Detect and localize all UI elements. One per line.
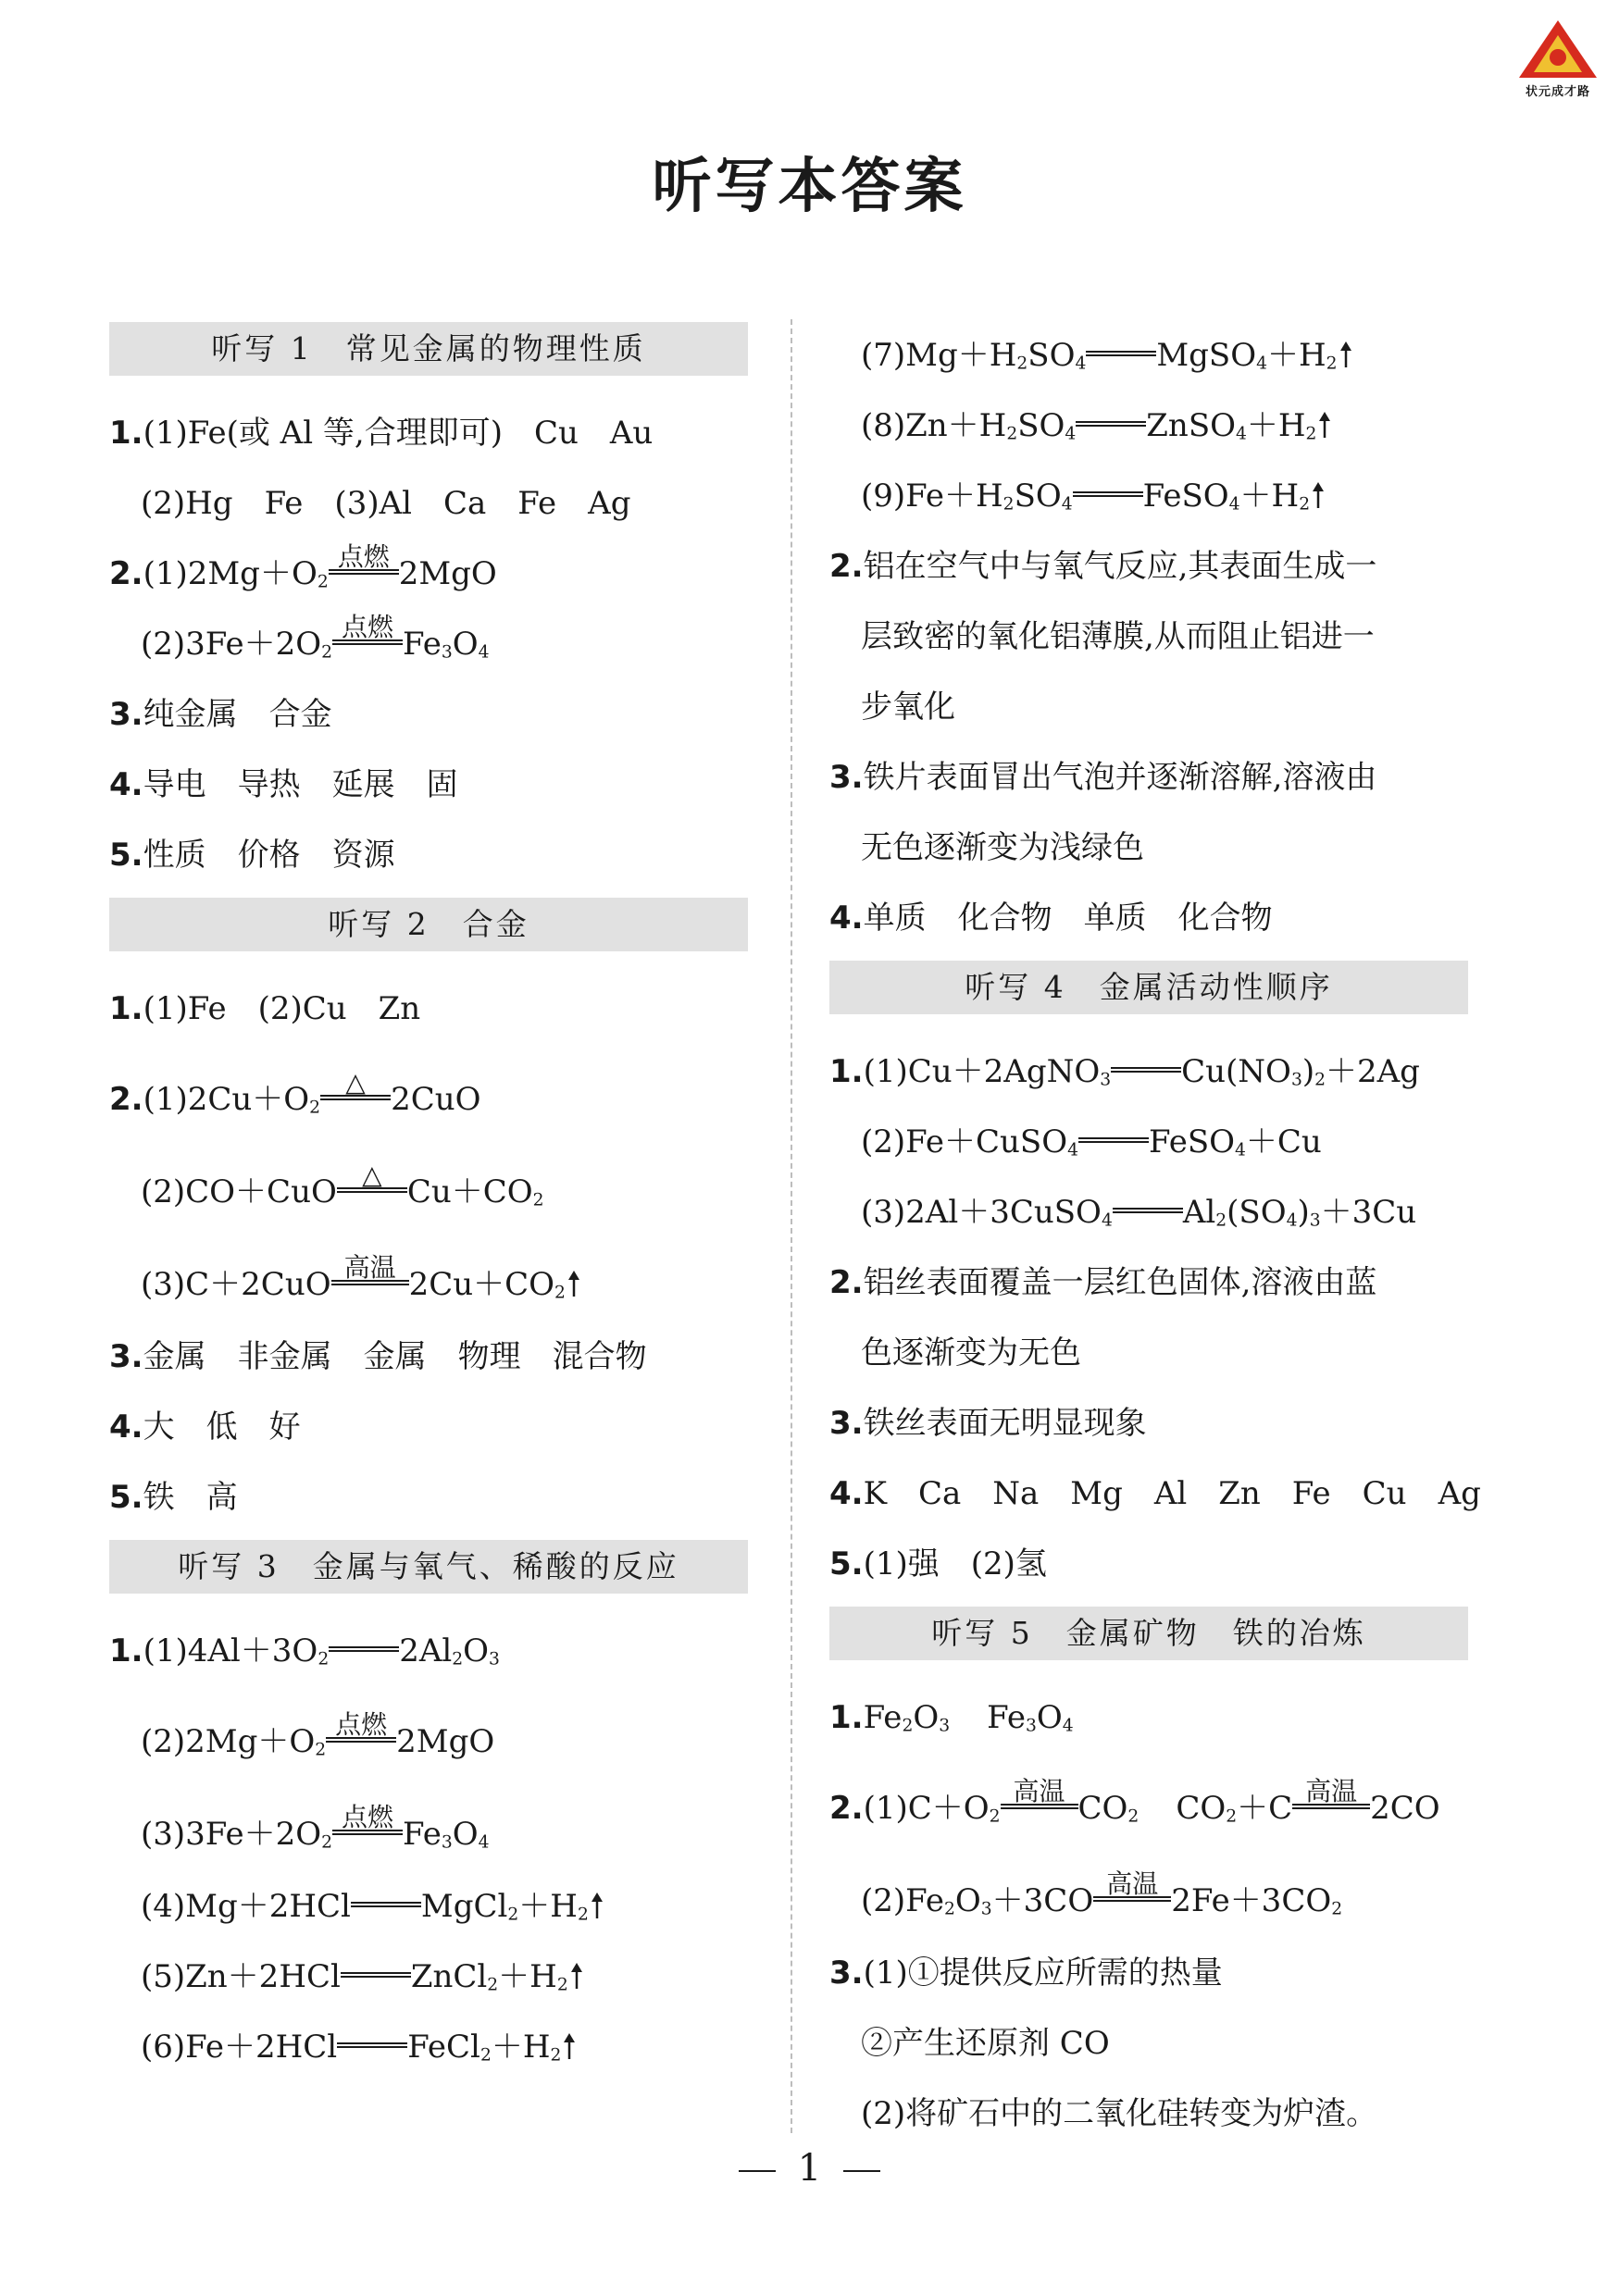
item-number: 2. bbox=[829, 548, 864, 585]
subscript: 2 bbox=[1016, 354, 1028, 374]
equation-line: (3)2Al＋3CuSO$_4$ $Al_2(SO_4)_3+3Cu$ bbox=[829, 1177, 1468, 1247]
equation-products: 2CO bbox=[1370, 1790, 1440, 1827]
item-number: 4. bbox=[109, 766, 143, 803]
reaction-condition: 高温 bbox=[343, 1251, 396, 1283]
answer-line bbox=[109, 1392, 748, 1462]
reaction-condition: 点燃 bbox=[337, 540, 390, 572]
subscript: 2 bbox=[944, 1899, 955, 1919]
answer-text: (1)Fe(或 Al 等,合理即可) Cu Au bbox=[143, 415, 654, 452]
equation-products: 2MgO bbox=[396, 1723, 495, 1760]
item-number: 1. bbox=[829, 1699, 864, 1736]
subscript: 2 bbox=[318, 1649, 330, 1669]
answer-text: 性质 价格 资源 bbox=[143, 837, 395, 874]
item-number: 1. bbox=[109, 990, 143, 1027]
answer-text: 步氧化 bbox=[861, 689, 955, 726]
equals-sign bbox=[1078, 1121, 1149, 1152]
subscript: 3 bbox=[1025, 1716, 1037, 1736]
equation-products: MgSO bbox=[1156, 337, 1257, 374]
answer-line bbox=[109, 750, 748, 820]
item-number: 4. bbox=[829, 1475, 864, 1512]
item-number: 3. bbox=[109, 696, 143, 733]
equals-sign bbox=[326, 1708, 396, 1752]
formula: O bbox=[1036, 1699, 1063, 1736]
item-number: 2. bbox=[109, 555, 143, 592]
subscript: 2 bbox=[902, 1716, 914, 1736]
item-number: 3. bbox=[109, 1338, 143, 1375]
equals-sign bbox=[320, 1066, 391, 1110]
subscript: 2 bbox=[507, 1905, 519, 1925]
publisher-logo bbox=[1513, 17, 1602, 99]
equation-reactants: (6)Fe＋2HCl bbox=[141, 2029, 338, 2066]
equation-reactants: (1)2Cu＋O bbox=[143, 1081, 310, 1118]
subscript: 2 bbox=[1299, 494, 1311, 515]
equation-reactants: (2)2Mg＋O bbox=[141, 1723, 316, 1760]
equation-line bbox=[829, 1107, 1468, 1177]
answer-text: 铝丝表面覆盖一层红色固体,溶液由蓝 bbox=[863, 1264, 1377, 1301]
answer-line bbox=[109, 974, 748, 1044]
subscript: 3 bbox=[980, 1899, 992, 1919]
equation-products: ＋2Ag bbox=[1325, 1053, 1420, 1090]
equation-line bbox=[109, 1686, 748, 1779]
subscript: 3 bbox=[939, 1716, 951, 1736]
answer-line bbox=[109, 468, 748, 539]
subscript: 2 bbox=[1326, 354, 1338, 374]
equation-reactants: (3)3Fe＋2O bbox=[141, 1816, 322, 1853]
subscript: 2 bbox=[989, 1806, 1001, 1827]
equation-reactants: (3)2Al＋3CuSO bbox=[861, 1194, 1102, 1231]
equation-reactants: ＋C bbox=[1237, 1790, 1293, 1827]
equation-products: 2Fe＋3CO bbox=[1171, 1882, 1332, 1919]
subscript: 2 bbox=[321, 1832, 333, 1853]
equation-products: ZnSO bbox=[1146, 407, 1236, 444]
equals-sign bbox=[1093, 1868, 1171, 1911]
subscript: 4 bbox=[1075, 354, 1087, 374]
subscript: 2 bbox=[1003, 494, 1015, 515]
equation-line bbox=[109, 2012, 748, 2082]
item-number: 4. bbox=[109, 1409, 143, 1446]
answer-text: (2)Hg Fe (3)Al Ca Fe Ag bbox=[141, 485, 631, 522]
gas-arrow-icon bbox=[1339, 341, 1352, 367]
equation-reactants: (2)Fe bbox=[861, 1882, 945, 1919]
item-number: 2. bbox=[829, 1790, 864, 1827]
subscript: 2 bbox=[1226, 1806, 1238, 1827]
equation-line bbox=[109, 1044, 748, 1136]
right-column bbox=[829, 320, 1481, 2149]
equation-products: ＋H bbox=[1239, 478, 1300, 515]
answer-text: 铁 高 bbox=[143, 1479, 238, 1516]
equals-sign bbox=[1292, 1775, 1370, 1818]
answer-text: 大 低 好 bbox=[143, 1409, 301, 1446]
answer-text: 纯金属 合金 bbox=[143, 696, 332, 733]
equation-products: 2Al bbox=[399, 1632, 453, 1669]
subscript: 4 bbox=[1101, 1210, 1113, 1231]
equation-line bbox=[109, 1942, 748, 2012]
answer-text: 铁丝表面无明显现象 bbox=[863, 1405, 1147, 1442]
answer-line bbox=[829, 1529, 1468, 1599]
gas-arrow-icon bbox=[1312, 482, 1325, 508]
equation-line bbox=[109, 1871, 748, 1942]
equation-line bbox=[109, 1136, 748, 1229]
logo-text: 状元成才路 bbox=[1525, 85, 1590, 99]
equals-sign bbox=[1001, 1775, 1078, 1818]
equation-reactants: (3)C＋2CuO bbox=[141, 1266, 331, 1303]
answer-text: 铁片表面冒出气泡并逐渐溶解,溶液由 bbox=[863, 759, 1377, 796]
subscript: 2 bbox=[479, 2045, 492, 2066]
answer-line bbox=[829, 813, 1468, 883]
equation-reactants: (9)Fe＋H bbox=[861, 478, 1003, 515]
equation-products: CO bbox=[1077, 1790, 1128, 1827]
subscript: 2 bbox=[321, 642, 333, 663]
equals-sign bbox=[1073, 475, 1143, 506]
equation-reactants: O bbox=[954, 1882, 981, 1919]
formula: O bbox=[913, 1699, 940, 1736]
equation-line bbox=[109, 1229, 748, 1322]
equation-reactants: (7)Mg＋H bbox=[861, 337, 1017, 374]
equation-products: ＋H bbox=[1266, 337, 1326, 374]
subscript: 4 bbox=[1067, 1140, 1078, 1160]
answer-line bbox=[829, 2008, 1468, 2079]
page-number-value: 1 bbox=[797, 2147, 822, 2190]
reaction-condition: 点燃 bbox=[335, 1708, 388, 1740]
subscript: 2 bbox=[554, 1283, 566, 1303]
subscript: 4 bbox=[1286, 1210, 1298, 1231]
item-number: 2. bbox=[109, 1081, 143, 1118]
equation-reactants: SO bbox=[1027, 337, 1076, 374]
item-number: 1. bbox=[109, 415, 143, 452]
equation-products: MgCl bbox=[420, 1888, 508, 1925]
answer-text: (1)①提供反应所需的热量 bbox=[863, 1955, 1223, 1992]
gas-arrow-icon bbox=[570, 1963, 583, 1989]
equals-sign bbox=[329, 1630, 399, 1661]
answer-line bbox=[829, 1247, 1468, 1318]
equation-reactants: SO bbox=[1014, 478, 1062, 515]
equals-sign bbox=[1113, 1191, 1183, 1222]
equals-sign bbox=[329, 540, 399, 584]
equation-products: ZnCl bbox=[410, 1958, 488, 1995]
left-column bbox=[109, 315, 748, 2082]
equals-sign bbox=[1111, 1050, 1181, 1082]
equation-line bbox=[829, 1753, 1468, 1845]
equation-reactants: (1)Cu＋2AgNO bbox=[863, 1053, 1101, 1090]
crown-triangle-icon bbox=[1513, 17, 1602, 81]
subscript: 4 bbox=[1061, 494, 1073, 515]
equals-sign bbox=[1086, 334, 1156, 366]
item-number: 5. bbox=[109, 1479, 143, 1516]
equation-line bbox=[829, 1845, 1468, 1938]
section-header-4: 听写 4 金属活动性顺序 bbox=[829, 961, 1468, 1014]
equals-sign bbox=[337, 1159, 407, 1202]
item-number: 3. bbox=[829, 759, 864, 796]
section-header-2: 听写 2 合金 bbox=[109, 898, 748, 951]
answer-line bbox=[109, 1322, 748, 1392]
answer-text: 无色逐渐变为浅绿色 bbox=[861, 829, 1144, 866]
answer-line bbox=[829, 672, 1468, 742]
equation-reactants: (2)3Fe＋2O bbox=[141, 626, 322, 663]
item-number: 2. bbox=[829, 1264, 864, 1301]
equation-products: (SO bbox=[1227, 1194, 1287, 1231]
equation-reactants: (5)Zn＋2HCl bbox=[141, 1958, 341, 1995]
equation-reactants: (8)Zn＋H bbox=[861, 407, 1007, 444]
answer-text: 色逐渐变为无色 bbox=[861, 1334, 1081, 1371]
subscript: 4 bbox=[1235, 424, 1247, 444]
subscript: 3 bbox=[1100, 1070, 1112, 1090]
equation-reactants: ＋3CO bbox=[991, 1882, 1094, 1919]
answer-text: ②产生还原剂 CO bbox=[861, 2025, 1110, 2062]
equation-products: ＋H bbox=[1246, 407, 1306, 444]
equation-reactants: (2)Fe＋CuSO bbox=[861, 1123, 1068, 1160]
equation-reactants: SO bbox=[1017, 407, 1065, 444]
item-number: 3. bbox=[829, 1405, 864, 1442]
subscript: 4 bbox=[1062, 1716, 1074, 1736]
subscript: 3 bbox=[1290, 1070, 1302, 1090]
equals-sign bbox=[332, 611, 403, 654]
answer-text: 铝在空气中与氧气反应,其表面生成一 bbox=[863, 548, 1377, 585]
gas-arrow-icon bbox=[591, 1893, 604, 1918]
subscript: 4 bbox=[1235, 1140, 1246, 1160]
page-title: 听写本答案 bbox=[652, 153, 967, 221]
reaction-condition: △ bbox=[345, 1066, 366, 1098]
reaction-condition: 高温 bbox=[1013, 1775, 1065, 1806]
answer-text: 导电 导热 延展 固 bbox=[143, 766, 458, 803]
subscript: 4 bbox=[1256, 354, 1267, 374]
answer-text: 单质 化合物 单质 化合物 bbox=[863, 900, 1273, 937]
equation-products: FeSO bbox=[1142, 478, 1229, 515]
equation-products: FeSO bbox=[1148, 1123, 1236, 1160]
equals-sign bbox=[351, 1885, 421, 1917]
reaction-condition: 高温 bbox=[1106, 1868, 1159, 1899]
answer-line bbox=[829, 1938, 1468, 2008]
subscript: 2 bbox=[317, 572, 329, 592]
equation-line bbox=[829, 391, 1468, 461]
equation-products: 2CuO bbox=[391, 1081, 481, 1118]
subscript: 2 bbox=[452, 1649, 464, 1669]
equation-reactants: (2)CO＋CuO bbox=[141, 1173, 337, 1210]
answer-text: 层致密的氧化铝薄膜,从而阻止铝进一 bbox=[861, 618, 1375, 655]
subscript: 2 bbox=[1006, 424, 1018, 444]
subscript: 2 bbox=[1331, 1899, 1343, 1919]
item-number: 3. bbox=[829, 1955, 864, 1992]
item-number: 5. bbox=[829, 1545, 864, 1582]
subscript: 2 bbox=[550, 2045, 562, 2066]
equation-line: 1.(1)Cu＋2AgNO$_3$ $Cu(NO_3)_2+2Ag$ bbox=[829, 1036, 1468, 1107]
gas-arrow-icon bbox=[563, 2033, 576, 2059]
gas-arrow-icon bbox=[1318, 412, 1331, 438]
equation-products: FeCl bbox=[407, 2029, 480, 2066]
answer-line bbox=[829, 1682, 1468, 1753]
subscript: 2 bbox=[1127, 1806, 1140, 1827]
answer-line bbox=[109, 820, 748, 890]
subscript: 2 bbox=[487, 1975, 499, 1995]
answer-line bbox=[109, 398, 748, 468]
equation-reactants: (1)2Mg＋O bbox=[143, 555, 318, 592]
answer-line bbox=[109, 679, 748, 750]
answer-line bbox=[829, 602, 1468, 672]
equation-products: Cu＋CO bbox=[406, 1173, 533, 1210]
equals-sign bbox=[1076, 404, 1146, 436]
subscript: 4 bbox=[478, 642, 490, 663]
equation-reactants: (1)C＋O bbox=[863, 1790, 990, 1827]
answer-line bbox=[829, 1388, 1468, 1458]
equation-products: Fe bbox=[403, 626, 442, 663]
equation-products: 2MgO bbox=[398, 555, 497, 592]
equals-sign bbox=[341, 1955, 411, 1987]
subscript: 2 bbox=[532, 1190, 544, 1210]
answer-line bbox=[829, 1458, 1481, 1529]
answer-text: 金属 非金属 金属 物理 混合物 bbox=[143, 1338, 647, 1375]
reaction-condition: 点燃 bbox=[342, 611, 394, 642]
subscript: 2 bbox=[309, 1098, 321, 1118]
subscript: 2 bbox=[556, 1975, 568, 1995]
item-number: 1. bbox=[109, 1632, 143, 1669]
equation-reactants: (1)4Al＋3O bbox=[143, 1632, 318, 1669]
equation-reactants: CO bbox=[1176, 1790, 1227, 1827]
answer-text: (1)强 (2)氢 bbox=[863, 1545, 1047, 1582]
subscript: 2 bbox=[1215, 1210, 1227, 1231]
answer-line bbox=[829, 2079, 1468, 2149]
section-header-3: 听写 3 金属与氧气、稀酸的反应 bbox=[109, 1540, 748, 1594]
answer-line bbox=[109, 1462, 748, 1533]
subscript: 3 bbox=[489, 1649, 500, 1669]
formula: Fe bbox=[863, 1699, 903, 1736]
subscript: 2 bbox=[577, 1905, 589, 1925]
subscript: 3 bbox=[441, 642, 453, 663]
equation-products: O bbox=[452, 626, 479, 663]
equation-line bbox=[109, 609, 748, 679]
equation-line bbox=[829, 320, 1468, 391]
equation-line bbox=[829, 461, 1468, 531]
equation-products: Al bbox=[1182, 1194, 1216, 1231]
page-number bbox=[0, 2147, 1619, 2190]
equals-sign bbox=[332, 1801, 403, 1844]
subscript: 4 bbox=[1065, 424, 1077, 444]
equation-products: ＋H bbox=[518, 1888, 578, 1925]
subscript: 4 bbox=[478, 1832, 490, 1853]
equation-line: $1.(1)4Al+3O_2$ $2Al_2O_3$ bbox=[109, 1616, 748, 1686]
reaction-condition: △ bbox=[362, 1159, 382, 1190]
answer-text: (1)Fe (2)Cu Zn bbox=[143, 990, 421, 1027]
formula: Fe bbox=[987, 1699, 1026, 1736]
answer-line bbox=[829, 1318, 1468, 1388]
subscript: 4 bbox=[1228, 494, 1240, 515]
item-number: 4. bbox=[829, 900, 864, 937]
section-header-5: 听写 5 金属矿物 铁的冶炼 bbox=[829, 1607, 1468, 1660]
equation-products: ＋Cu bbox=[1245, 1123, 1322, 1160]
column-divider bbox=[791, 319, 792, 2133]
equals-sign bbox=[331, 1251, 409, 1295]
subscript: 2 bbox=[315, 1740, 327, 1760]
page-dash-left bbox=[739, 2170, 776, 2172]
page-dash-right bbox=[843, 2170, 880, 2172]
equation-products: Cu(NO bbox=[1181, 1053, 1291, 1090]
subscript: 2 bbox=[1305, 424, 1317, 444]
answer-line bbox=[829, 531, 1468, 602]
gas-arrow-icon bbox=[567, 1271, 580, 1297]
section-header-1: 听写 1 常见金属的物理性质 bbox=[109, 322, 748, 376]
equation-reactants: (4)Mg＋2HCl bbox=[141, 1888, 351, 1925]
equation-products: Fe bbox=[403, 1816, 442, 1853]
answer-line bbox=[829, 883, 1468, 953]
subscript: 2 bbox=[1314, 1070, 1326, 1090]
equation-products: ＋3Cu bbox=[1320, 1194, 1417, 1231]
equation-line bbox=[109, 539, 748, 609]
equation-line: $(3)3Fe+2O_2$ 点燃 $Fe_3O_4$ bbox=[141, 1801, 490, 1853]
subscript: 3 bbox=[1309, 1210, 1321, 1231]
reaction-condition: 点燃 bbox=[342, 1801, 394, 1832]
answer-text: (2)将矿石中的二氧化硅转变为炉渣。 bbox=[861, 2095, 1378, 2132]
item-number: 1. bbox=[829, 1053, 864, 1090]
answer-text: K Ca Na Mg Al Zn Fe Cu Ag bbox=[863, 1475, 1481, 1512]
item-number: 5. bbox=[109, 837, 143, 874]
equation-products: ＋H bbox=[491, 2029, 551, 2066]
subscript: 3 bbox=[441, 1832, 453, 1853]
answer-line bbox=[829, 742, 1468, 813]
reaction-condition: 高温 bbox=[1305, 1775, 1358, 1806]
equals-sign bbox=[337, 2026, 407, 2057]
equation-products: 2Cu＋CO bbox=[408, 1266, 555, 1303]
equation-products: ＋H bbox=[498, 1958, 557, 1995]
